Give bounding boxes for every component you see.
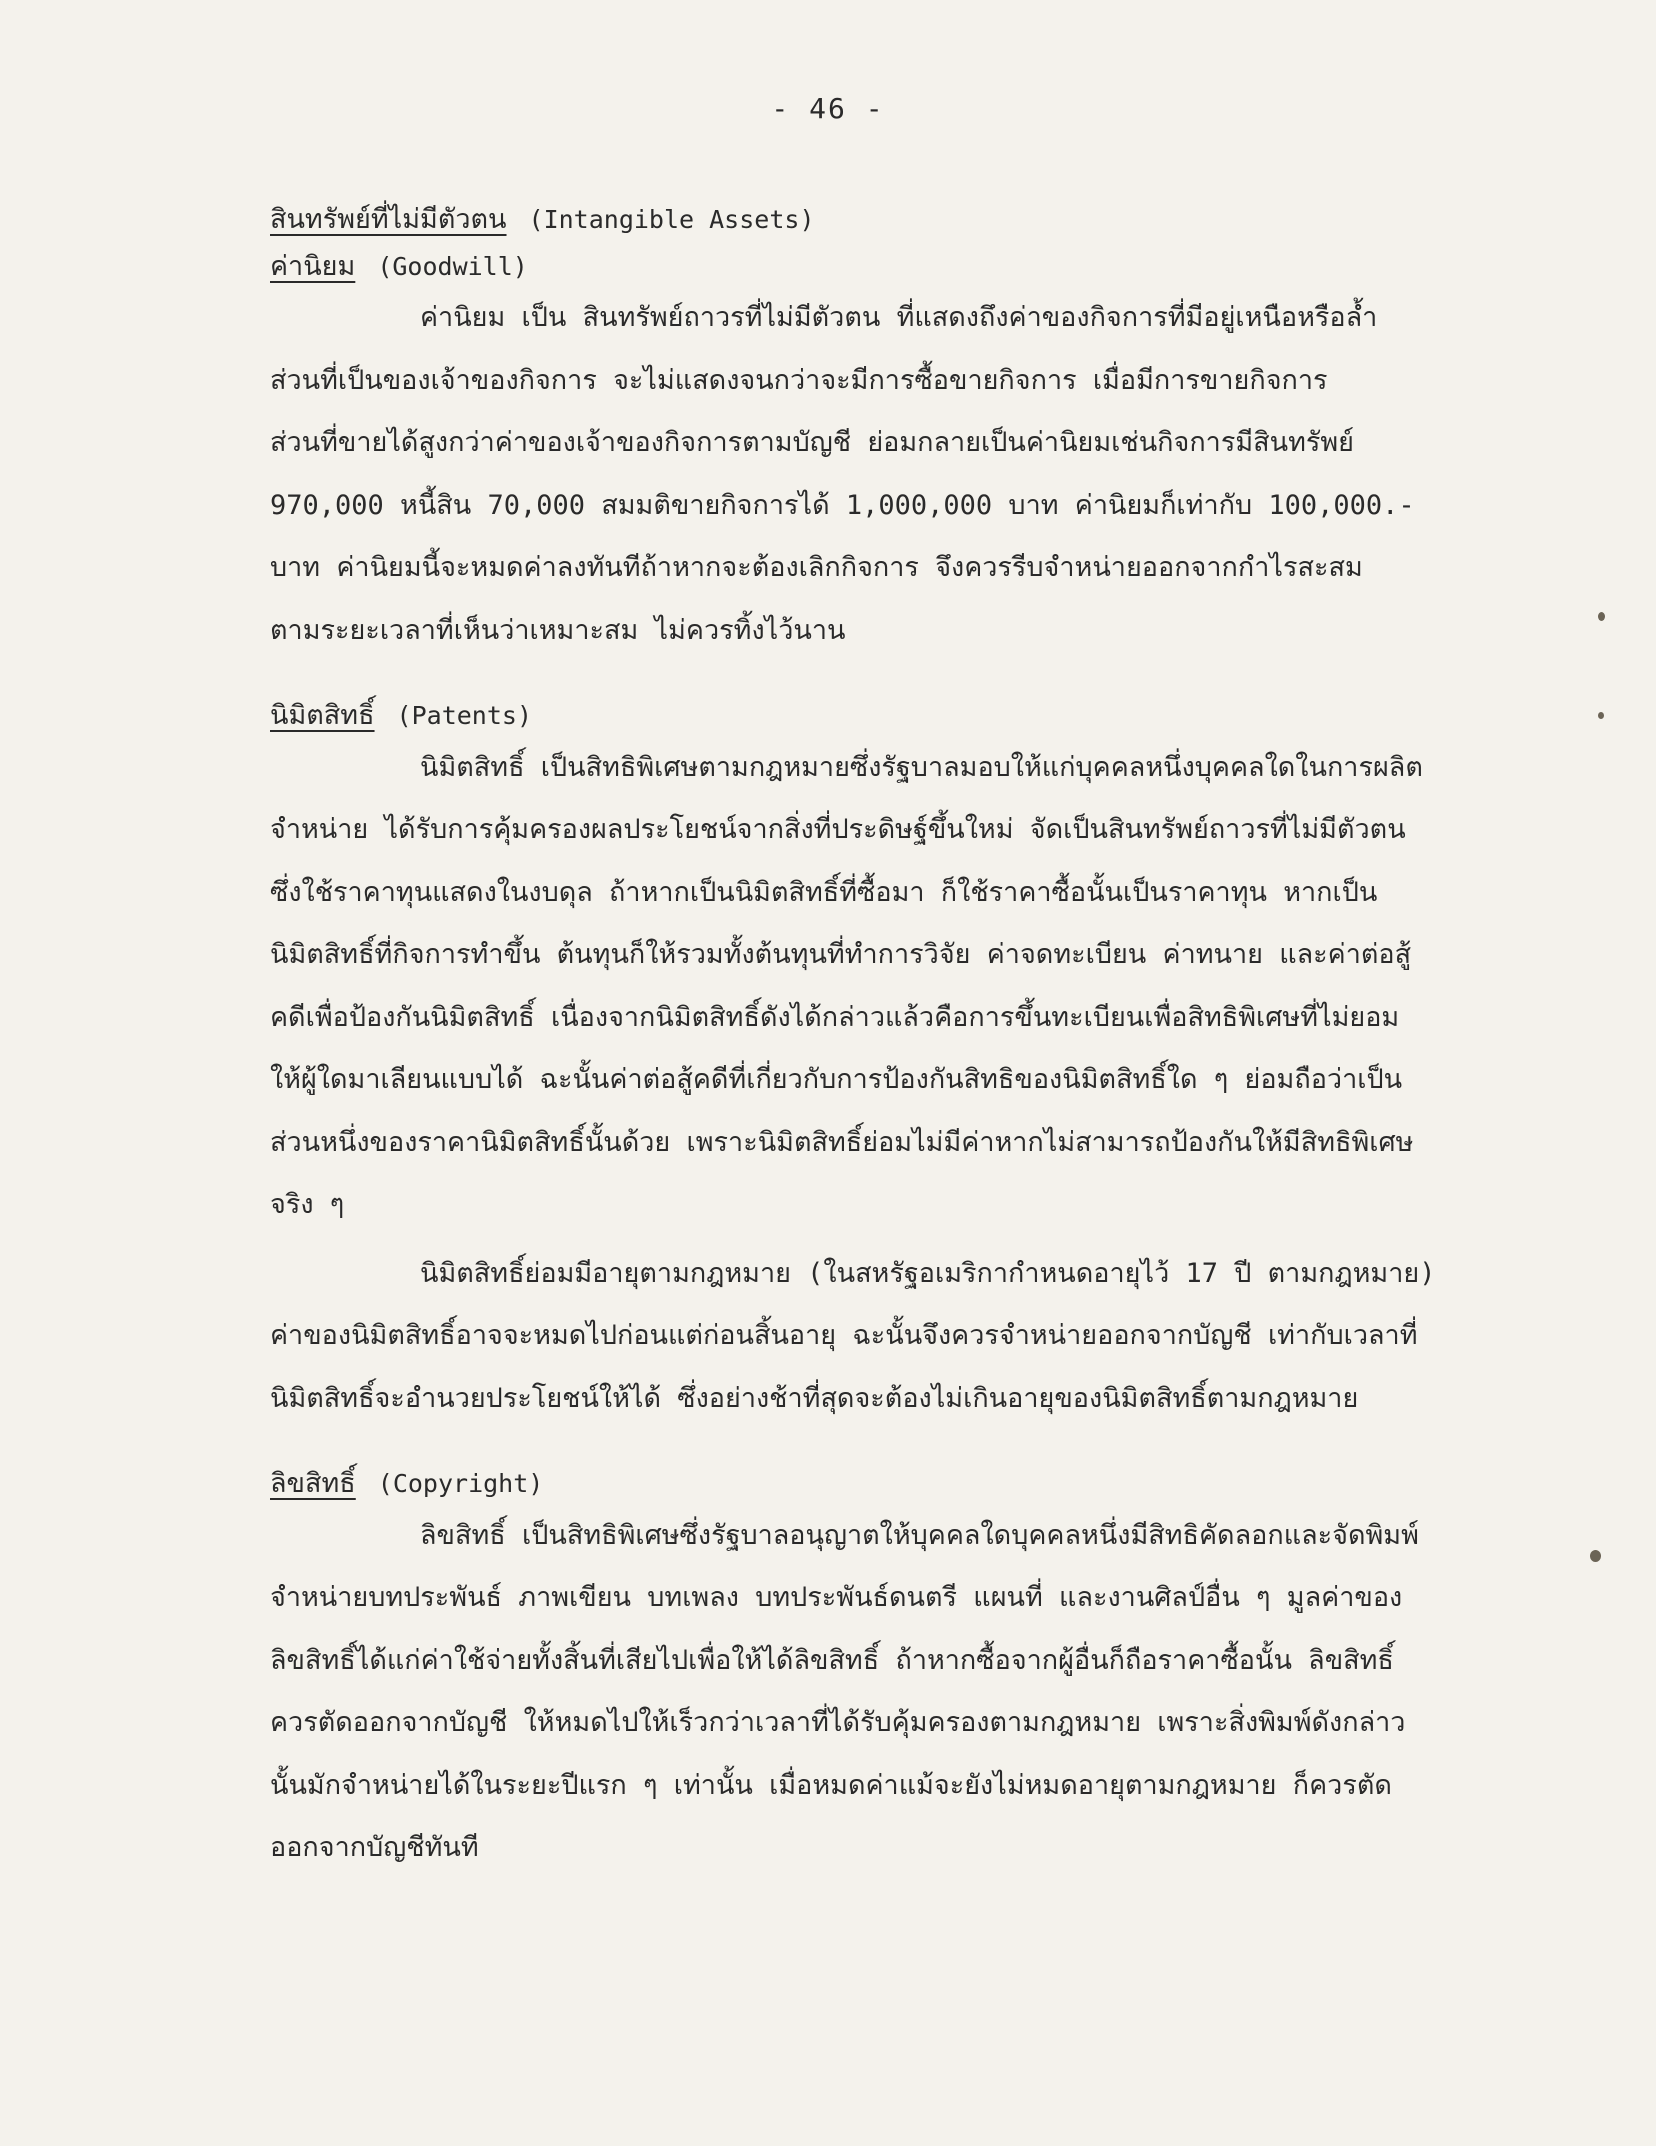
text-line: ออกจากบัญชีทันที [270, 1832, 479, 1863]
ink-spot [1598, 612, 1605, 621]
heading-thai: นิมิตสิทธิ์ [270, 700, 375, 731]
text-line: นิมิตสิทธิ์ที่กิจการทำขึ้น ต้นทุนก็ให้รวมทั้งต้นทุนที่ทำการวิจัย ค่าจดทะเบียน ค่าทนาย และค่าต่อสู้ [270, 939, 1412, 970]
section-heading-goodwill [270, 247, 1470, 288]
text-line: จำหน่ายบทประพันธ์ ภาพเขียน บทเพลง บทประพันธ์ดนตรี แผนที่ และงานศิลป์อื่น ๆ มูลค่าของ [270, 1582, 1403, 1613]
text-line: ส่วนที่เป็นของเจ้าของกิจการ จะไม่แสดงจนกว่าจะมีการซื้อขายกิจการ เมื่อมีการขายกิจการ [270, 364, 1328, 396]
text-line: จริง ๆ [270, 1189, 345, 1220]
goodwill-paragraph [270, 287, 1470, 662]
page-number: - 46 - [771, 92, 885, 125]
text-line: นิมิตสิทธิ์ เป็นสิทธิพิเศษตามกฎหมายซึ่งรัฐบาลมอบให้แก่บุคคลหนึ่งบุคคลใดในการผลิต [420, 751, 1423, 783]
text-line: ลิขสิทธิ์ เป็นสิทธิพิเศษซึ่งรัฐบาลอนุญาตให้บุคคลใดบุคคลหนึ่งมีสิทธิคัดลอกและจัดพิมพ์ [420, 1519, 1419, 1551]
heading-thai: ลิขสิทธิ์ [270, 1468, 356, 1499]
text-line: บาท ค่านิยมนี้จะหมดค่าลงทันทีถ้าหากจะต้องเลิกกิจการ จึงควรรีบจำหน่ายออกจากกำไรสะสม [270, 552, 1363, 583]
heading-english: (Copyright) [377, 1469, 544, 1498]
text-line: ลิขสิทธิ์ได้แก่ค่าใช้จ่ายทั้งสิ้นที่เสียไปเพื่อให้ได้ลิขสิทธิ์ ถ้าหากซื้อจากผู้อื่นก็ถือราคาซื้อนั้น ลิขสิทธิ์ [270, 1644, 1394, 1676]
text-line: ส่วนที่ขายได้สูงกว่าค่าของเจ้าของกิจการตามบัญชี ย่อมกลายเป็นค่านิยมเช่นกิจการมีสินทรัพย์ [270, 427, 1354, 458]
patents-paragraph-2 [270, 1243, 1470, 1431]
ink-spot [1590, 1550, 1601, 1562]
heading-thai: ค่านิยม [270, 250, 356, 282]
heading-thai: สินทรัพย์ที่ไม่มีตัวตน [270, 204, 507, 235]
text-line: ให้ผู้ใดมาเลียนแบบได้ ฉะนั้นค่าต่อสู้คดีที่เกี่ยวกับการป้องกันสิทธิของนิมิตสิทธิ์ใด ๆ ย่อมถือว่าเป็น [270, 1064, 1403, 1095]
text-line: จำหน่าย ได้รับการคุ้มครองผลประโยชน์จากสิ่งที่ประดิษฐ์ขึ้นใหม่ จัดเป็นสินทรัพย์ถาวรที่ไม่มีตัวตน [270, 814, 1406, 845]
document-body [270, 200, 1470, 1880]
text-line: นิมิตสิทธิ์ย่อมมีอายุตามกฎหมาย (ในสหรัฐอเมริกากำหนดอายุไว้ 17 ปี ตามกฎหมาย) [420, 1257, 1436, 1289]
text-line: นิมิตสิทธิ์จะอำนวยประโยชน์ให้ได้ ซึ่งอย่างช้าที่สุดจะต้องไม่เกินอายุของนิมิตสิทธิ์ตามกฎหมาย [270, 1382, 1359, 1414]
text-line: ค่านิยม เป็น สินทรัพย์ถาวรที่ไม่มีตัวตน ที่แสดงถึงค่าของกิจการที่มีอยู่เหนือหรือล้ำ [420, 302, 1378, 333]
text-line: ค่าของนิมิตสิทธิ์อาจจะหมดไปก่อนแต่ก่อนสิ้นอายุ ฉะนั้นจึงควรจำหน่ายออกจากบัญชี เท่ากับเวลาที่ [270, 1320, 1418, 1351]
text-line: นั้นมักจำหน่ายได้ในระยะปีแรก ๆ เท่านั้น เมื่อหมดค่าแม้จะยังไม่หมดอายุตามกฎหมาย ก็ควรตัด [270, 1769, 1392, 1801]
text-line: ซึ่งใช้ราคาทุนแสดงในงบดุล ถ้าหากเป็นนิมิตสิทธิ์ที่ซื้อมา ก็ใช้ราคาซื้อนั้นเป็นราคาทุน หากเป็น [270, 876, 1378, 908]
text-line: ตามระยะเวลาที่เห็นว่าเหมาะสม ไม่ควรทิ้งไว้นาน [270, 614, 846, 646]
text-line: คดีเพื่อป้องกันนิมิตสิทธิ์ เนื่องจากนิมิตสิทธิ์ดังได้กล่าวแล้วคือการขึ้นทะเบียนเพื่อสิทธิพิเศษที่ไม่ยอม [270, 1001, 1400, 1033]
heading-english: (Goodwill) [377, 251, 528, 281]
text-line: ควรตัดออกจากบัญชี ให้หมดไปให้เร็วกว่าเวลาที่ได้รับคุ้มครองตามกฎหมาย เพราะสิ่งพิมพ์ดังกล่าว [270, 1707, 1406, 1738]
patents-paragraph-1 [270, 737, 1470, 1237]
section-heading-intangible-assets [270, 200, 1470, 241]
ink-spot [1598, 712, 1604, 719]
text-line: ส่วนหนึ่งของราคานิมิตสิทธิ์นั้นด้วย เพราะนิมิตสิทธิ์ย่อมไม่มีค่าหากไม่สามารถป้องกันให้มีสิทธิพิเศษ [270, 1126, 1414, 1158]
text-line: 970,000 หนี้สิน 70,000 สมมติขายกิจการได้ 1,000,000 บาท ค่านิยมก็เท่ากับ 100,000.- [270, 489, 1415, 521]
heading-english: (Patents) [396, 701, 533, 730]
section-heading-copyright [270, 1464, 1470, 1505]
copyright-paragraph [270, 1505, 1470, 1880]
section-heading-patents [270, 696, 1470, 737]
heading-english: (Intangible Assets) [528, 205, 815, 234]
